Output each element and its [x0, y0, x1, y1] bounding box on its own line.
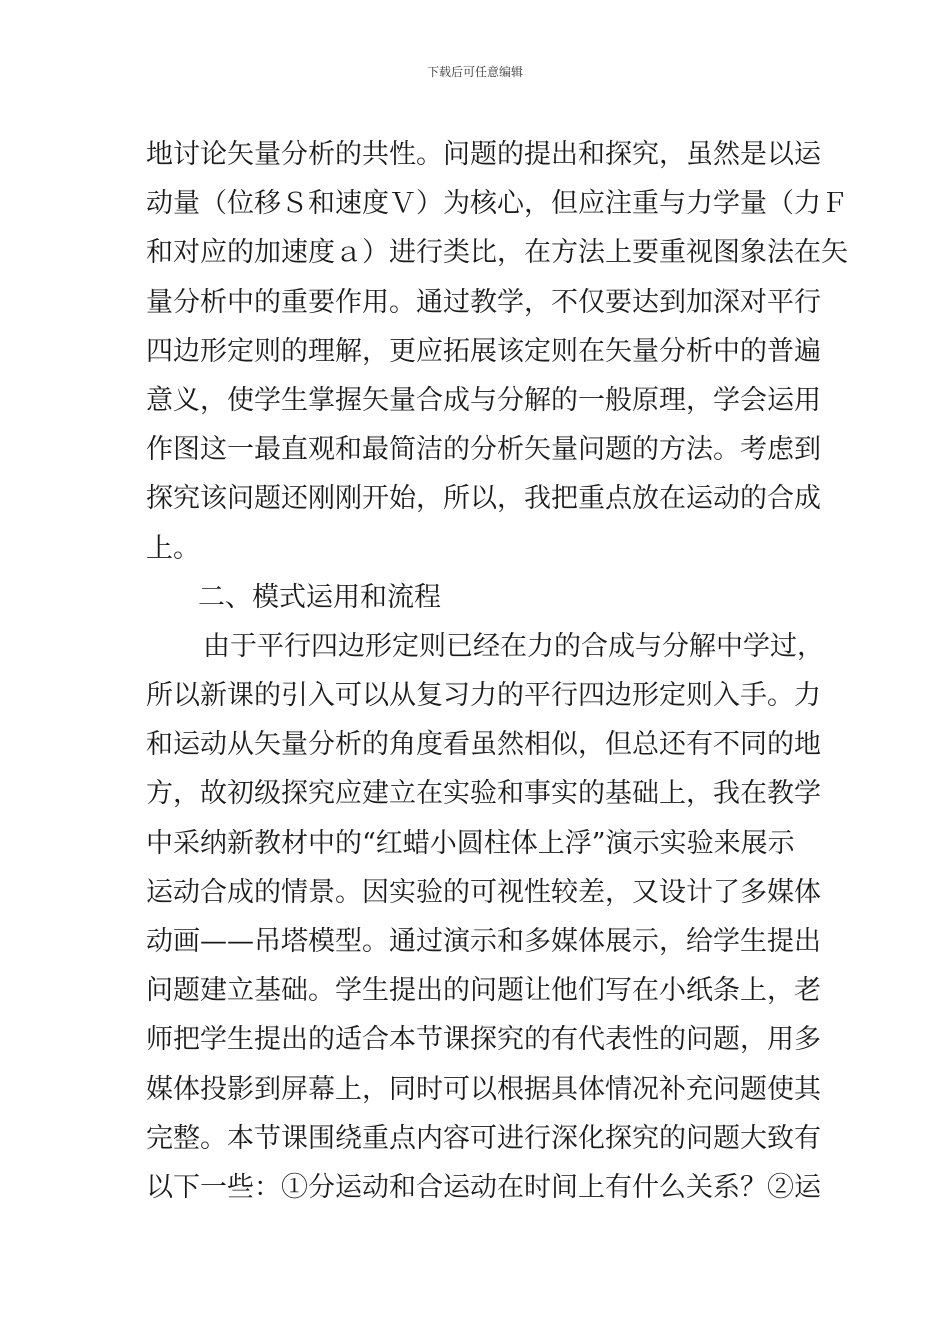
text-line-8: 探究该问题还刚刚开始，所以，我把重点放在运动的合成 — [146, 483, 821, 515]
text-line-13: 和运动从矢量分析的角度看虽然相似，但总还有不同的地 — [146, 729, 821, 761]
text-line-4: 量分析中的重要作用。通过教学，不仅要达到加深对平行 — [146, 286, 821, 318]
section-heading: 二、模式运用和流程 — [198, 581, 441, 613]
text-line-19: 师把学生提出的适合本节课探究的有代表性的问题，用多 — [146, 1024, 821, 1056]
text-line-12: 所以新课的引入可以从复习力的平行四边形定则入手。力 — [146, 680, 821, 712]
page-header: 下载后可任意编辑 — [426, 65, 523, 79]
document-body — [146, 130, 848, 1212]
text-line-5: 四边形定则的理解，更应拓展该定则在矢量分析中的普遍 — [146, 335, 821, 367]
text-line-18: 问题建立基础。学生提出的问题让他们写在小纸条上，老 — [146, 975, 821, 1007]
text-line-2: 动量（位移Ｓ和速度Ｖ）为核心，但应注重与力学量（力Ｆ — [146, 188, 848, 220]
text-line-20: 媒体投影到屏幕上，同时可以根据具体情况补充问题使其 — [146, 1073, 821, 1105]
text-line-1: 地讨论矢量分析的共性。问题的提出和探究，虽然是以运 — [146, 139, 821, 170]
text-line-14: 方，故初级探究应建立在实验和事实的基础上，我在教学 — [146, 778, 821, 810]
text-line-15: 中采纳新教材中的“红蜡小圆柱体上浮”演示实验来展示 — [146, 827, 795, 859]
text-line-9: 上。 — [146, 532, 200, 564]
text-line-22: 以下一些：①分运动和合运动在时间上有什么关系？②运 — [146, 1171, 821, 1203]
text-line-7: 作图这一最直观和最简洁的分析矢量问题的方法。考虑到 — [146, 434, 821, 466]
text-line-21: 完整。本节课围绕重点内容可进行深化探究的问题大致有 — [146, 1122, 821, 1154]
text-line-3: 和对应的加速度ａ）进行类比，在方法上要重视图象法在矢 — [146, 237, 848, 269]
text-line-6: 意义，使学生掌握矢量合成与分解的一般原理，学会运用 — [146, 384, 821, 416]
text-line-16: 运动合成的情景。因实验的可视性较差，又设计了多媒体 — [146, 876, 821, 908]
paragraph-first-line: 由于平行四边形定则已经在力的合成与分解中学过， — [203, 630, 824, 662]
text-line-17: 动画——吊塔模型。通过演示和多媒体展示，给学生提出 — [146, 926, 821, 957]
